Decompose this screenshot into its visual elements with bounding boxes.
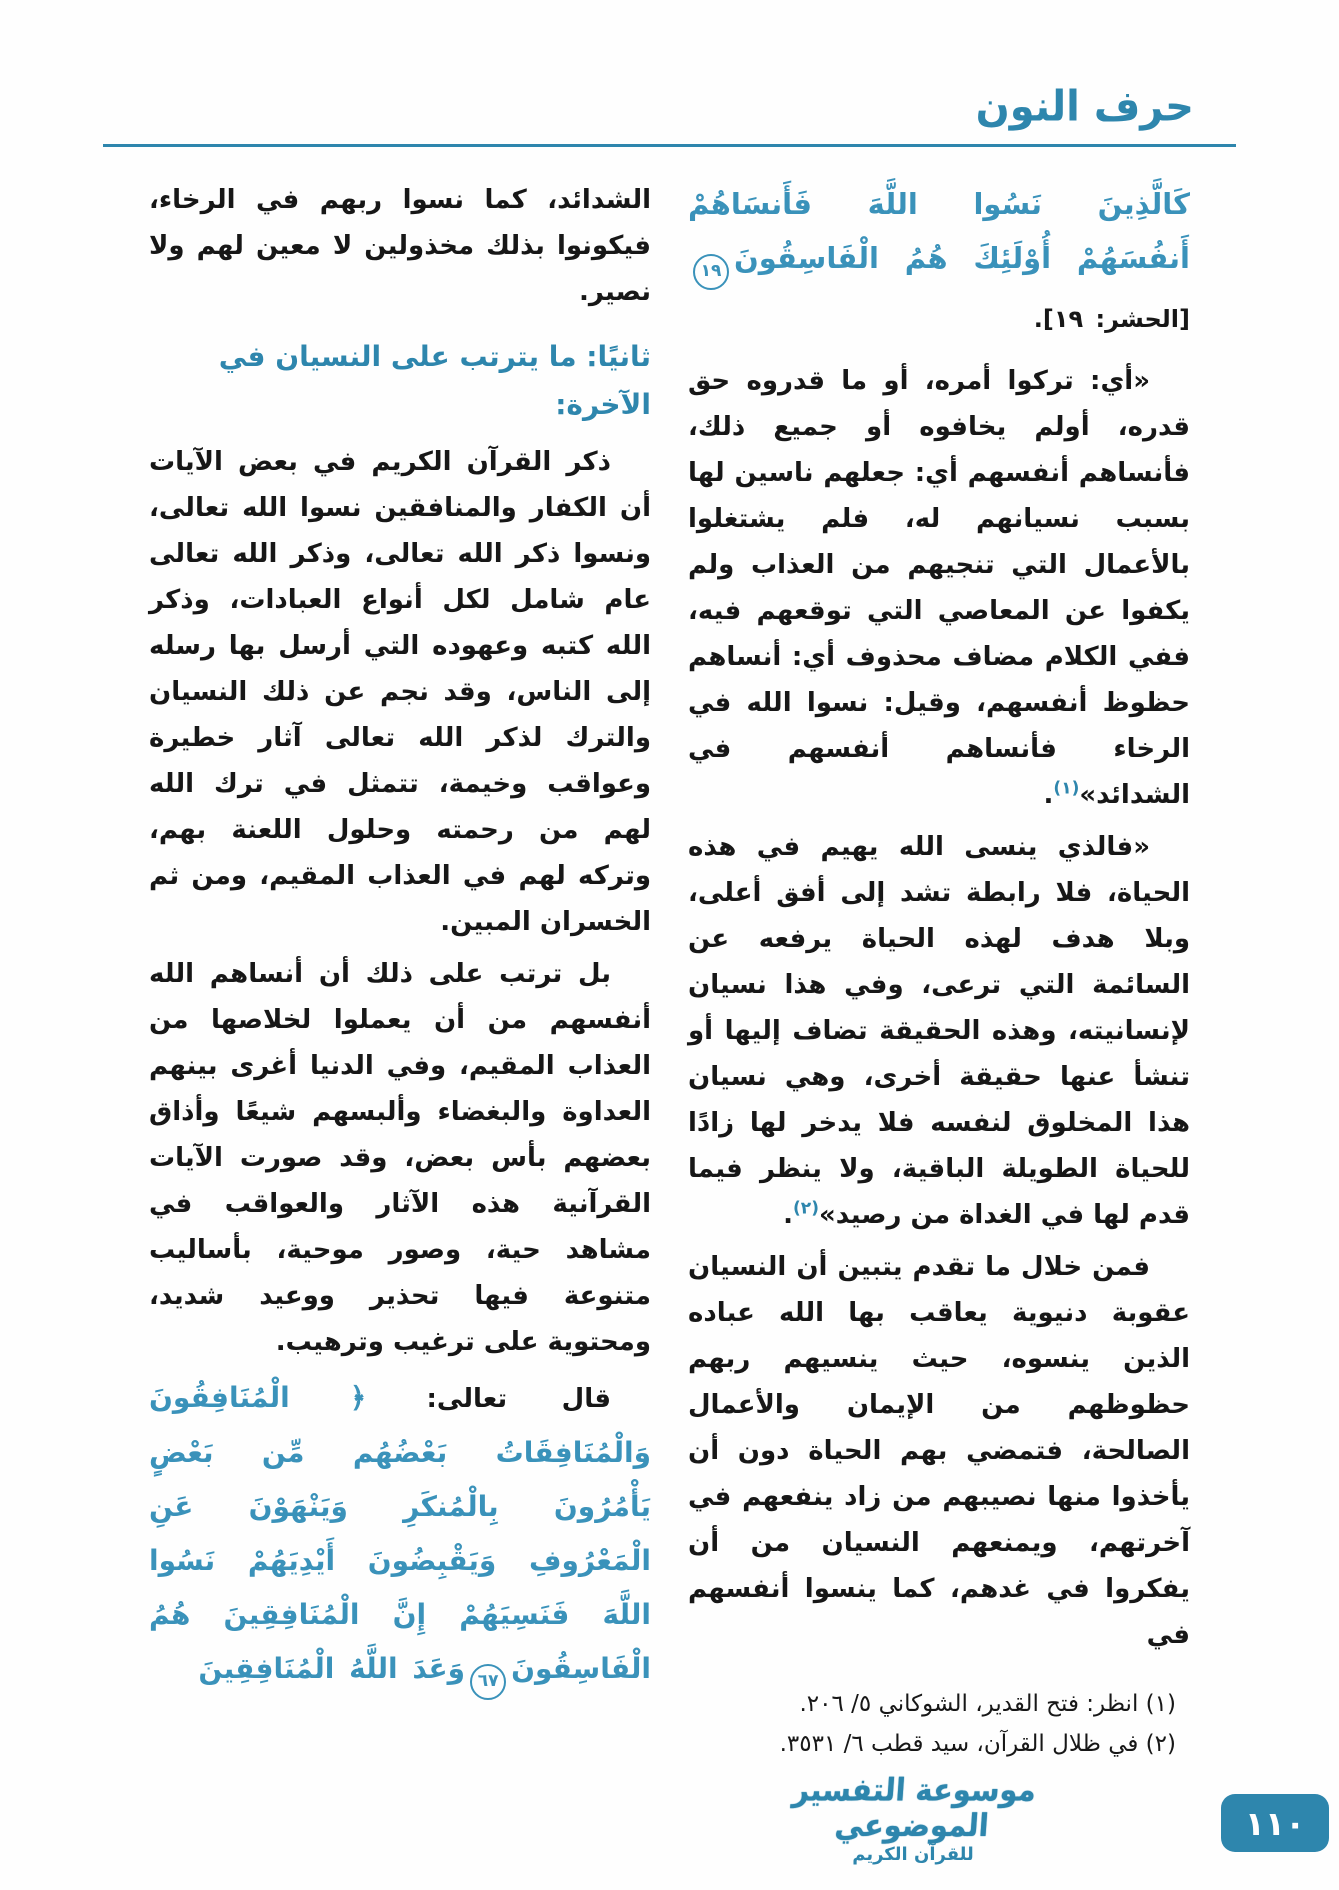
quran-verse-hashr — [688, 177, 1190, 346]
body-paragraph: بل ترتب على ذلك أن أنساهم الله أنفسهم من أن يعملوا لخلاصها من العذاب المقيم، وفي الدنيا أغرى بينهم العداوة والبغضاء وألبسهم شيعًا وأذاق بعضهم بأس بعض، وقد صورت الآيات القرآنية هذه الآثار والعواقب في مشاهد حية، وصور موحية، بأساليب متنوعة فيها تحذير ووعيد شديد، ومحتوية على ترغيب وترهيب. — [149, 959, 651, 1357]
page-number: ١١٠ — [1221, 1794, 1329, 1852]
body-paragraph: ذكر القرآن الكريم في بعض الآيات أن الكفار والمنافقين نسوا الله تعالى، ونسوا ذكر الله تعالى، وذكر الله تعالى عام شامل لكل أنواع العبادات، وذكر الله كتبه وعهوده التي أرسل بها رسله إلى الناس، وقد نجم عن ذلك النسيان والترك لذكر الله تعالى آثار خطيرة وعواقب وخيمة، تتمثل في ترك الله لهم من رحمته وحلول اللعنة بهم، وتركه لهم في العذاب المقيم، ومن ثم الخسران المبين. — [149, 447, 651, 937]
commentary-paragraph — [688, 824, 1190, 1238]
footnote — [688, 1724, 1190, 1764]
footnote-marker: (٢) — [1145, 1730, 1176, 1757]
right-column — [688, 177, 1190, 1764]
ayah-end-ornament: ١٩ — [693, 254, 729, 290]
verse-text: وَعَدَ اللَّهُ الْمُنَافِقِينَ — [198, 1652, 466, 1685]
paragraph-suffix: . — [1043, 779, 1054, 810]
footnotes — [688, 1664, 1190, 1764]
paragraph-text: فمن خلال ما تقدم يتبين أن النسيان عقوبة دنيوية يعاقب بها الله عباده الذين ينسوه، حيث ينسيهم ربهم حظوظهم من الإيمان والأعمال الصالحة، فتمضي بهم الحياة دون أن يأخذوا منها نصيبهم من زاد ينفعهم في آخرتهم، ويمنعهم النسيان من أن يفكروا في غدهم، كما ينسوا أنفسهم في — [688, 1251, 1190, 1650]
commentary-paragraph — [688, 358, 1190, 818]
logo-subtitle: للقرآن الكريم — [852, 1844, 974, 1866]
paragraph-suffix: . — [783, 1199, 794, 1230]
page-header — [103, 0, 1236, 147]
left-column — [149, 177, 651, 1764]
paragraph-text: «فالذي ينسى الله يهيم في هذه الحياة، فلا رابطة تشد إلى أفق أعلى، وبلا هدف لهذه الحياة يرفعه عن السائمة التي ترعى، وفي هذا نسيان لإنسانيته، وهذه الحقيقة تضاف إليها أو تنشأ عنها حقيقة أخرى، وهي نسيان هذا المخلوق لنفسه فلا يدخر لها زادًا للحياة الطويلة الباقية، ولا ينظر فيما قدم لها في الغداة من رصيد» — [688, 831, 1190, 1230]
verse-text: كَالَّذِينَ نَسُوا اللَّهَ فَأَنسَاهُمْ أَنفُسَهُمْ أُوْلَئِكَ هُمُ الْفَاسِقُونَ — [688, 187, 1190, 275]
footnote-text: انظر: فتح القدير، الشوكاني ٥/ ٢٠٦. — [799, 1690, 1139, 1717]
footnote-text: في ظلال القرآن، سيد قطب ٦/ ٣٥٣١. — [779, 1730, 1139, 1757]
ayah-end-ornament: ٦٧ — [470, 1664, 506, 1700]
footnote-reference: (١) — [1053, 777, 1080, 798]
quran-verse-tawbah — [149, 1371, 651, 1700]
footnote-reference: (٢) — [793, 1197, 819, 1218]
footnote — [688, 1684, 1190, 1724]
section-heading: ثانيًا: ما يترتب على النسيان في الآخرة: — [218, 340, 651, 421]
page-content — [0, 147, 1339, 1764]
commentary-paragraph — [688, 1244, 1190, 1658]
verse-intro: قال تعالى: — [426, 1384, 611, 1414]
verse-text: ﴿ الْمُنَافِقُونَ وَالْمُنَافِقَاتُ بَعْضُهُم مِّن بَعْضٍ يَأْمُرُونَ بِالْمُنكَرِ وَيَنْهَوْنَ عَنِ الْمَعْرُوفِ وَيَقْبِضُونَ أَيْدِيَهُمْ نَسُوا اللَّهَ فَنَسِيَهُمْ إِنَّ الْمُنَافِقِينَ هُمُ الْفَاسِقُونَ — [149, 1381, 651, 1685]
continuation-paragraph: الشدائد، كما نسوا ربهم في الرخاء، فيكونوا بذلك مخذولين لا معين لهم ولا نصير. — [149, 185, 651, 307]
paragraph-text: «أي: تركوا أمره، أو ما قدروه حق قدره، أولم يخافوه أو جميع ذلك، فأنساهم أنفسهم أي: جعلهم ناسين لها بسبب نسيانهم له، فلم يشتغلوا بالأعمال التي تنجيهم من العذاب ولم يكفوا عن المعاصي التي توقعهم فيه، ففي الكلام مضاف محذوف أي: أنساهم حظوظ أنفسهم، وقيل: نسوا الله في الرخاء فأنساهم أنفسهم في الشدائد» — [688, 365, 1190, 810]
chapter-title: حرف النون — [975, 82, 1194, 132]
logo-title: موسوعة التفسير الموضوعي — [791, 1770, 1038, 1844]
verse-reference: [الحشر: ١٩]. — [1033, 304, 1190, 333]
publisher-logo — [753, 1770, 1073, 1866]
footnote-marker: (١) — [1145, 1690, 1176, 1717]
